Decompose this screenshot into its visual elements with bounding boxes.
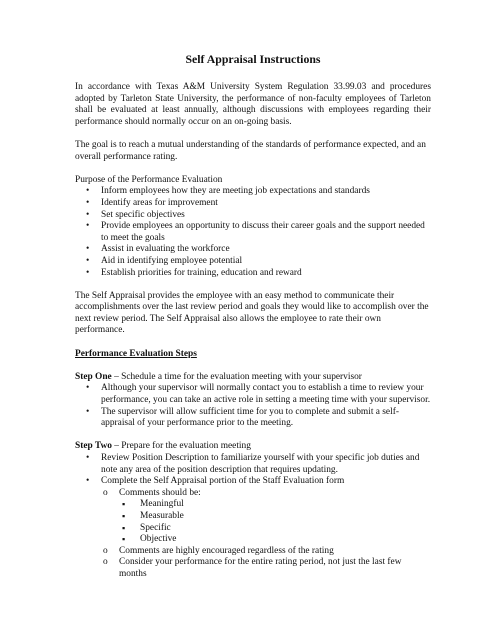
quality-item: ▪ Objective — [119, 534, 431, 546]
list-item: • Although your supervisor will normally contact you to establish a time to review your performance, you can take an active role in setting a meeting time with your supervisor. — [75, 383, 431, 406]
quality-item: ▪ Measurable — [119, 511, 431, 523]
quality-item: ▪ Specific — [119, 523, 431, 535]
purpose-heading: Purpose of the Performance Evaluation — [75, 174, 223, 185]
quality-item: ▪ Meaningful — [119, 499, 431, 511]
list-item: • Provide employees an opportunity to discuss their career goals and the support needed to meet the goals — [75, 221, 431, 244]
page-title: Self Appraisal Instructions — [185, 52, 321, 66]
step-two-line — [75, 441, 431, 453]
list-item: • Establish priorities for training, education and reward — [75, 268, 431, 280]
step-one-list — [75, 383, 431, 429]
comments-label: Comments should be: — [119, 487, 201, 498]
comment-qualities-list — [119, 499, 431, 545]
list-item: • Inform employees how they are meeting job expectations and standards — [75, 186, 431, 198]
list-item: • Identify areas for improvement — [75, 198, 431, 210]
goal-paragraph: The goal is to reach a mutual understanding of the standards of performance expected, and an overall performance rating. — [75, 139, 426, 162]
purpose-list — [75, 186, 431, 279]
sub-list-item — [101, 488, 431, 546]
step-two-label: Step Two — [75, 441, 112, 452]
step-one-label: Step One — [75, 371, 112, 382]
list-item: • The supervisor will allow sufficient time for you to complete and submit a self-appraisal of your performance prior to the meeting. — [75, 407, 431, 430]
list-item: • Aid in identifying employee potential — [75, 256, 431, 268]
sub-list-item: o Comments are highly encouraged regardless of the rating — [101, 546, 431, 558]
list-item — [75, 476, 431, 580]
step-two-text: – Prepare for the evaluation meeting — [111, 441, 251, 452]
step-one-text: – Schedule a time for the evaluation meeting with your supervisor — [111, 371, 362, 382]
list-item: • Review Position Description to familiarize yourself with your specific job duties and note any area of the position description that requires updating. — [75, 453, 431, 476]
list-item-text: Complete the Self Appraisal portion of the Staff Evaluation form — [101, 476, 345, 487]
sub-list-item: o Consider your performance for the entire rating period, not just the last few months — [101, 557, 431, 580]
intro-paragraph: In accordance with Texas A&M University System Regulation 33.99.03 and procedures adopted by Tarleton State University, the performance of non-faculty employees of Tarleton shall be evaluated at least annually, although discussions with employees regarding their performance should normally occur on an on-going basis. — [75, 82, 431, 127]
step-one-line — [75, 372, 431, 384]
step-two-list — [75, 453, 431, 581]
steps-heading: Performance Evaluation Steps — [75, 348, 197, 359]
list-item: • Assist in evaluating the workforce — [75, 244, 431, 256]
list-item: • Set specific objectives — [75, 210, 431, 222]
self-appraisal-paragraph: The Self Appraisal provides the employee with an easy method to communicate their accomplishments over the last review period and goals they would like to accomplish over the next review period. The Self Appraisal also allows the employee to rate their own performance. — [75, 290, 429, 336]
self-appraisal-sublist — [101, 488, 431, 581]
